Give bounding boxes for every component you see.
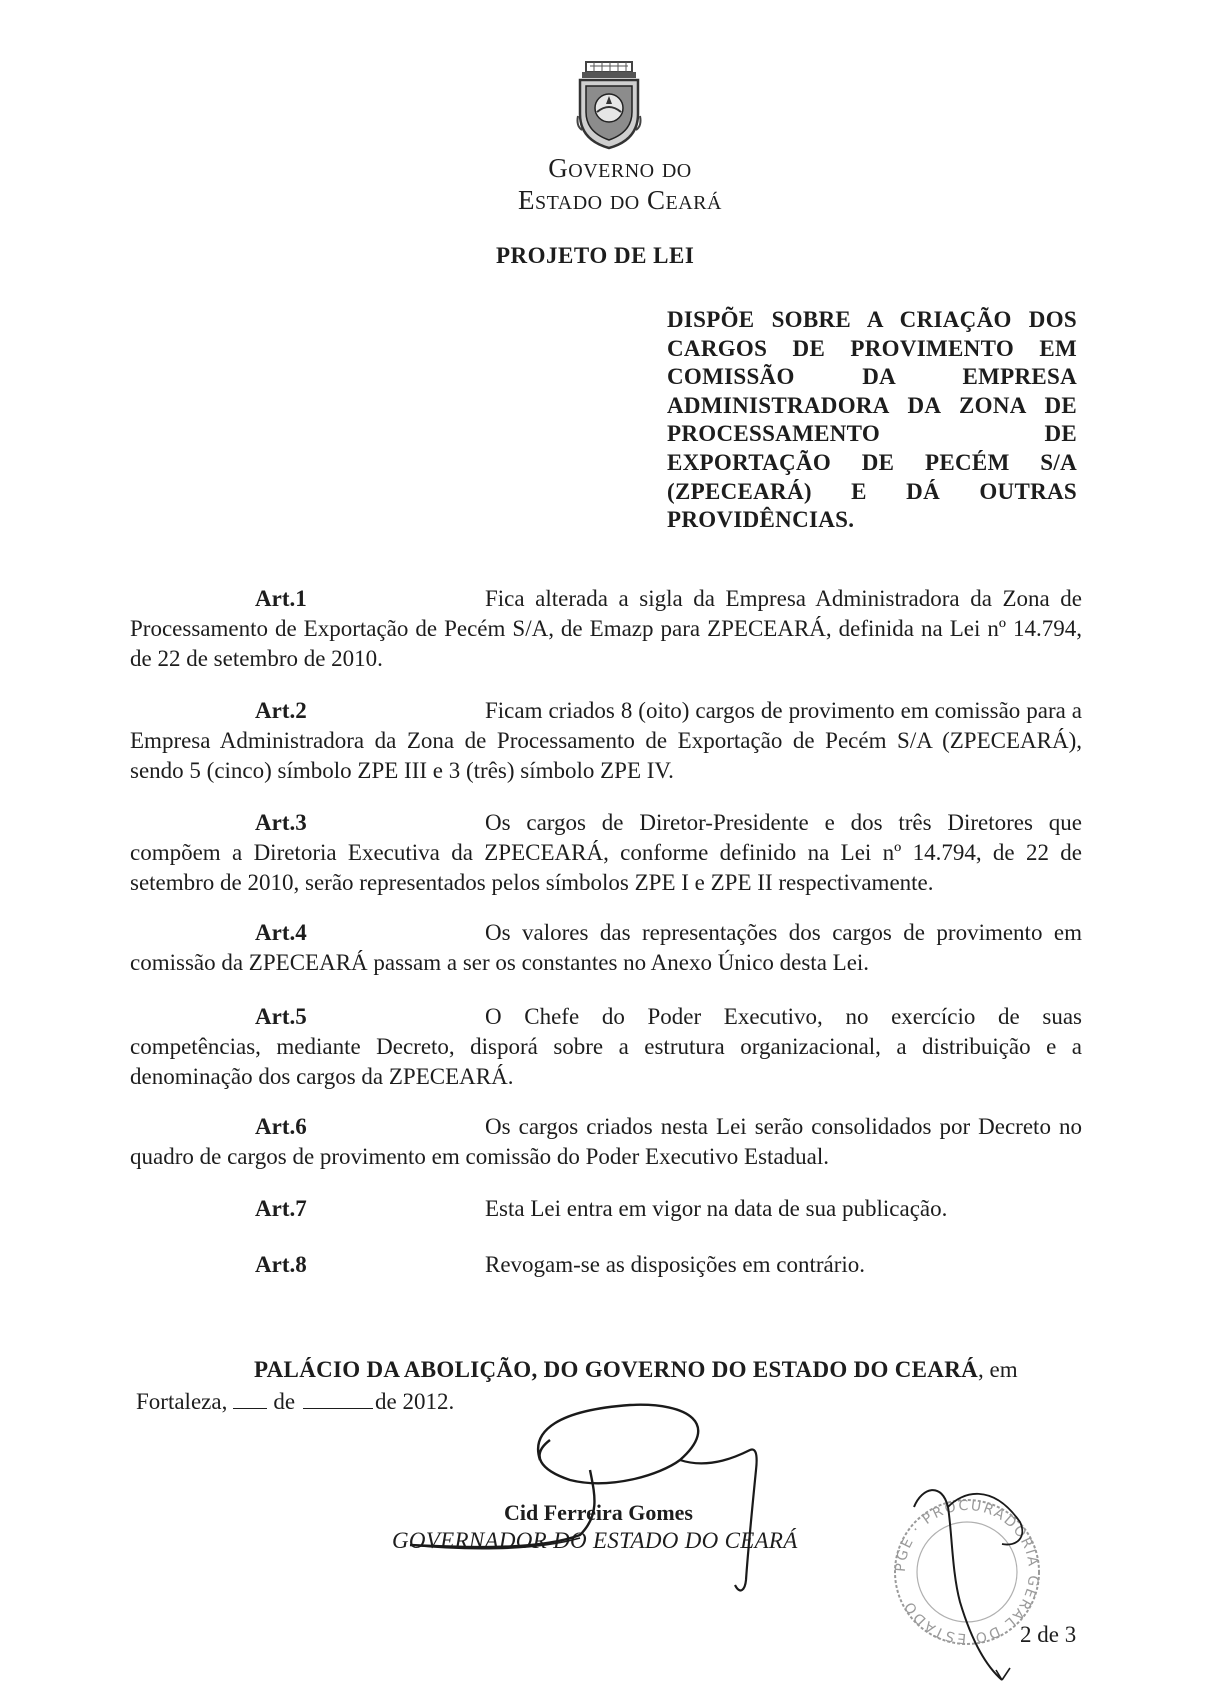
article-label: Art.2: [255, 698, 307, 723]
article-label: Art.4: [255, 920, 307, 945]
article-label: Art.6: [255, 1114, 307, 1139]
article-text: O Chefe do Poder Executivo, no exercício de suas competências, mediante Decreto, disporá sobre a estrutura organizacional, a distribuição e a denominação dos cargos da ZPECEARÁ.: [130, 1004, 1082, 1089]
document-type-heading: PROJETO DE LEI: [496, 243, 695, 268]
article-6: [130, 1112, 1082, 1172]
article-text: Ficam criados 8 (oito) cargos de provimento em comissão para a Empresa Administradora da Zona de Processamento de Exportação de Pecém S/A (ZPECEARÁ), sendo 5 (cinco) símbolo ZPE III e 3 (três) símbolo ZPE IV.: [130, 698, 1082, 783]
state-coat-of-arms-icon: [572, 60, 646, 152]
article-7: [130, 1194, 1082, 1224]
signatory-name: Cid Ferreira Gomes: [504, 1500, 693, 1525]
closing-city: Fortaleza,: [136, 1389, 228, 1414]
article-text: Os cargos de Diretor-Presidente e dos três Diretores que compõem a Diretoria Executiva da ZPECEARÁ, conforme definido na Lei nº 14.794, de 22 de setembro de 2010, serão representados pelos símbolos ZPE I e ZPE II respectivamente.: [130, 810, 1082, 895]
article-label: Art.7: [255, 1196, 307, 1221]
government-name-line1: GOVERNO DO: [548, 153, 692, 183]
article-text: Os cargos criados nesta Lei serão consolidados por Decreto no quadro de cargos de provimento em comissão do Poder Executivo Estadual.: [130, 1114, 1082, 1169]
closing-suffix: , em: [978, 1357, 1018, 1382]
article-4: [130, 918, 1082, 978]
month-blank: [303, 1390, 373, 1409]
article-8: [130, 1250, 1082, 1280]
closing-de: de: [273, 1389, 296, 1414]
article-label: Art.5: [255, 1004, 307, 1029]
article-1: [130, 584, 1082, 674]
article-3: [130, 808, 1082, 898]
procuradoria-stamp: [852, 1452, 1082, 1688]
article-2: [130, 696, 1082, 786]
closing-place: PALÁCIO DA ABOLIÇÃO, DO GOVERNO DO ESTADO DO CEARÁ: [254, 1357, 979, 1382]
article-text: Os valores das representações dos cargos de provimento em comissão da ZPECEARÁ passam a ser os constantes no Anexo Único desta Lei.: [130, 920, 1082, 975]
article-label: Art.8: [255, 1252, 307, 1277]
day-blank: [233, 1390, 267, 1409]
article-text: Revogam-se as disposições em contrário.: [485, 1252, 866, 1277]
article-text: Fica alterada a sigla da Empresa Administradora da Zona de Processamento de Exportação de Pecém S/A, de Emazp para ZPECEARÁ, definida na Lei nº 14.794, de 22 de setembro de 2010.: [130, 586, 1082, 671]
article-text: Esta Lei entra em vigor na data de sua publicação.: [485, 1196, 948, 1221]
handwritten-signature: [390, 1400, 850, 1600]
page-number: 2 de 3: [1020, 1622, 1077, 1647]
stamp-text: PGE · PROCURADORIA GERAL DO ESTADO: [892, 1497, 1042, 1647]
ementa-summary: DISPÕE SOBRE A CRIAÇÃO DOS CARGOS DE PROVIMENTO EM COMISSÃO DA EMPRESA ADMINISTRADORA DA ZONA DE PROCESSAMENTO DE EXPORTAÇÃO DE PECÉM S/A (ZPECEARÁ) E DÁ OUTRAS PROVIDÊNCIAS.: [667, 307, 1077, 533]
closing-year: de 2012.: [375, 1389, 455, 1414]
signatory-title: GOVERNADOR DO ESTADO DO CEARÁ: [392, 1528, 798, 1553]
article-label: Art.1: [255, 586, 307, 611]
article-label: Art.3: [255, 810, 307, 835]
article-5: [130, 1002, 1082, 1092]
government-name-line2: ESTADO DO CEARÁ: [518, 185, 722, 215]
